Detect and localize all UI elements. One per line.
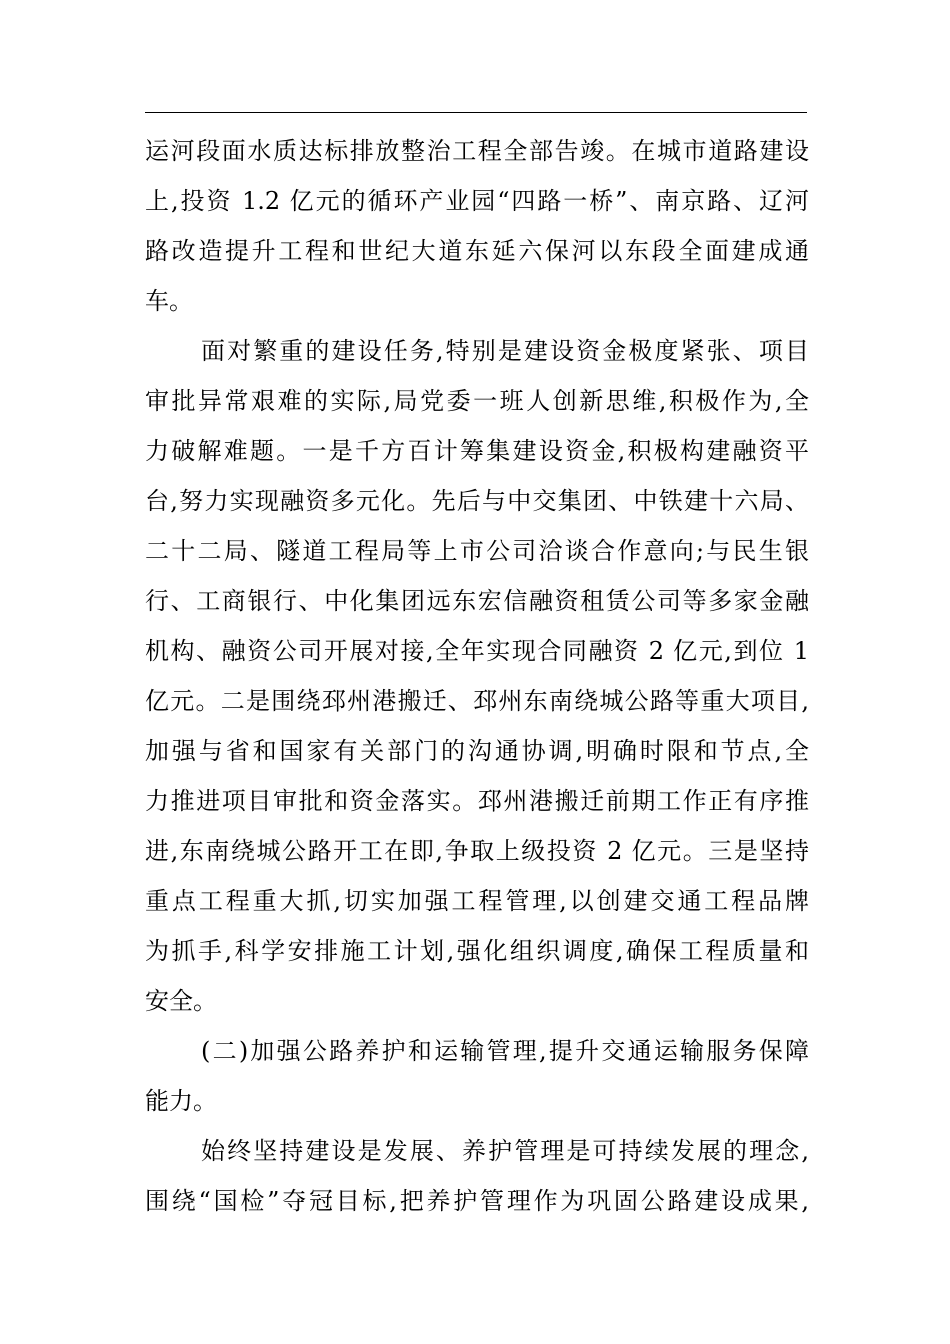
- header-rule: [145, 112, 807, 113]
- text-line: 路改造提升工程和世纪大道东延六保河以东段全面建成通: [145, 237, 809, 265]
- text-line: 运河段面水质达标排放整治工程全部告竣。在城市道路建设: [145, 137, 809, 165]
- text-line: 亿元。二是围绕邳州港搬迁、邳州东南绕城公路等重大项目,: [145, 687, 809, 715]
- text-line: 二十二局、隧道工程局等上市公司洽谈合作意向;与民生银: [145, 537, 809, 565]
- text-line: 能力。: [145, 1087, 217, 1115]
- text-line: 力破解难题。一是千方百计筹集建设资金,积极构建融资平: [145, 437, 809, 465]
- text-line: 围绕“国检”夺冠目标,把养护管理作为巩固公路建设成果,: [145, 1187, 809, 1215]
- text-line: 安全。: [145, 987, 217, 1015]
- text-line: 加强与省和国家有关部门的沟通协调,明确时限和节点,全: [145, 737, 809, 765]
- section-heading: (二)加强公路养护和运输管理,提升交通运输服务保障: [201, 1037, 809, 1065]
- text-line: 机构、融资公司开展对接,全年实现合同融资 2 亿元,到位 1: [145, 637, 809, 665]
- text-line: 始终坚持建设是发展、养护管理是可持续发展的理念,: [201, 1137, 809, 1165]
- text-line: 车。: [145, 287, 193, 315]
- text-line: 力推进项目审批和资金落实。邳州港搬迁前期工作正有序推: [145, 787, 809, 815]
- text-line: 上,投资 1.2 亿元的循环产业园“四路一桥”、南京路、辽河: [145, 187, 809, 215]
- text-line: 审批异常艰难的实际,局党委一班人创新思维,积极作为,全: [145, 387, 809, 415]
- body-text: [145, 126, 809, 1226]
- text-line: 为抓手,科学安排施工计划,强化组织调度,确保工程质量和: [145, 937, 809, 965]
- text-line: 重点工程重大抓,切实加强工程管理,以创建交通工程品牌: [145, 887, 809, 915]
- text-line: 行、工商银行、中化集团远东宏信融资租赁公司等多家金融: [145, 587, 809, 615]
- text-line: 台,努力实现融资多元化。先后与中交集团、中铁建十六局、: [145, 487, 809, 515]
- text-line: 面对繁重的建设任务,特别是建设资金极度紧张、项目: [201, 337, 809, 365]
- text-line: 进,东南绕城公路开工在即,争取上级投资 2 亿元。三是坚持: [145, 837, 809, 865]
